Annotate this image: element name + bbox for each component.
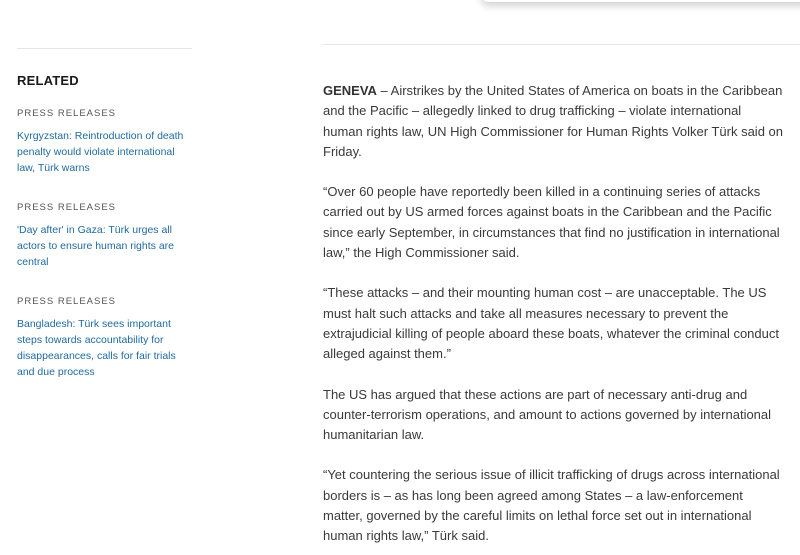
article-lead-paragraph bbox=[323, 81, 783, 162]
related-item-link[interactable]: Kyrgyzstan: Reintroduction of death penalty would violate international law, Türk warns bbox=[17, 130, 184, 174]
article-paragraph: “These attacks – and their mounting human cost – are unacceptable. The US must halt such attacks and take all measures necessary to prevent the extrajudicial killing of people aboard these boats, whatever the criminal conduct alleged against them.” bbox=[323, 285, 779, 362]
related-item-kicker: PRESS RELEASES bbox=[17, 108, 117, 119]
related-item-kicker: PRESS RELEASES bbox=[17, 202, 117, 213]
related-item-kicker: PRESS RELEASES bbox=[17, 296, 117, 307]
related-item-link[interactable]: Bangladesh: Türk sees important steps towards accountability for disappearances, calls for fair trials and due process bbox=[17, 318, 176, 378]
article-paragraph: The US has argued that these actions are part of necessary anti-drug and counter-terrorism operations, and amount to actions governed by international humanitarian law. bbox=[323, 386, 772, 443]
content-divider bbox=[323, 44, 800, 45]
related-item bbox=[17, 202, 192, 270]
article-paragraph: “Yet countering the serious issue of illicit trafficking of drugs across international borders is – as has long been agreed among States – a law-enforcement matter, governed by the careful limits on lethal force set out in international human rights law,” Türk said. bbox=[323, 467, 780, 544]
related-item bbox=[17, 296, 192, 380]
floating-card-edge bbox=[482, 0, 800, 2]
article-lead-text: – Airstrikes by the United States of America on boats in the Caribbean and the Pacific – allegedly linked to drug trafficking – violate international human rights law, UN High Commissioner for Human Rights Volker Türk said on Friday. bbox=[323, 83, 783, 159]
related-heading: RELATED bbox=[17, 73, 79, 88]
article-dateline: GENEVA bbox=[323, 83, 377, 98]
related-list bbox=[17, 108, 192, 380]
related-item-link[interactable]: 'Day after' in Gaza: Türk urges all actors to ensure human rights are central bbox=[17, 224, 174, 268]
article-paragraph: “Over 60 people have reportedly been killed in a continuing series of attacks carried out by US armed forces against boats in the Caribbean and the Pacific since early September, in circumstances that find no justification in international law,” the High Commissioner said. bbox=[323, 184, 780, 261]
article-body bbox=[323, 81, 783, 555]
related-item bbox=[17, 108, 192, 176]
related-sidebar bbox=[17, 48, 192, 380]
sidebar-divider bbox=[17, 48, 192, 49]
